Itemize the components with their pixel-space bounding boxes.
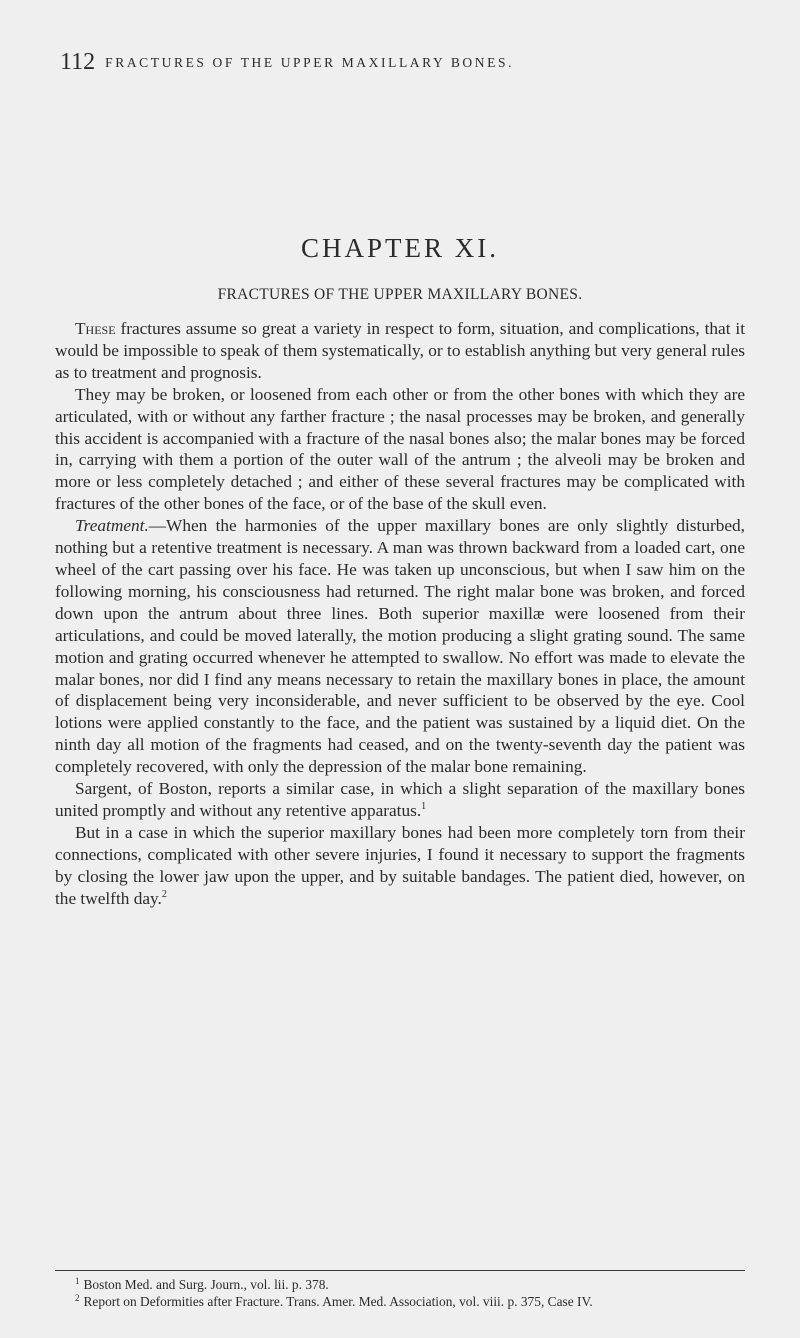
paragraph-3 xyxy=(55,515,745,778)
footnotes xyxy=(55,1276,745,1310)
footnote-reference[interactable]: 2 xyxy=(161,888,167,900)
footnote-1 xyxy=(55,1276,745,1293)
footnote-text: Boston Med. and Surg. Journ., vol. lii. p. 378. xyxy=(83,1277,329,1292)
paragraph-2 xyxy=(55,384,745,515)
footnote-mark: 1 xyxy=(75,1276,80,1286)
footnote-text: Report on Deformities after Fracture. Trans. Amer. Med. Association, vol. viii. p. 375, Case IV. xyxy=(83,1294,593,1309)
paragraph-text: They may be broken, or loosened from each other or from the other bones with which they are articulated, with or without any farther fracture ; the nasal processes may be broken, and generally this accident is accompanied with a fracture of the nasal bones also; the malar bones may be forced in, carrying with them a portion of the outer wall of the antrum ; the alveoli may be broken and more or less completely detached ; and either of these several fractures may be complicated with fractures of the other bones of the face, or of the base of the skull even. xyxy=(55,384,745,514)
body-text xyxy=(55,318,745,909)
running-title: FRACTURES OF THE UPPER MAXILLARY BONES. xyxy=(105,55,515,70)
footnote-mark: 2 xyxy=(75,1293,80,1303)
running-header xyxy=(60,50,750,75)
footnote-reference[interactable]: 1 xyxy=(421,800,427,812)
chapter-heading: CHAPTER XI. xyxy=(300,233,499,263)
footnote-2 xyxy=(55,1293,745,1310)
section-lead-treatment: Treatment. xyxy=(75,516,149,536)
paragraph-text: But in a case in which the superior maxillary bones had been more completely torn from their connections, complicated with other severe injuries, I found it necessary to support the fragments by closing the lower jaw upon the upper, and by suitable bandages. The patient died, however, on the twelfth day. xyxy=(55,822,745,908)
paragraph-4 xyxy=(55,778,745,822)
paragraph-lead: These xyxy=(75,319,116,338)
paragraph-text: —When the harmonies of the upper maxillary bones are only slightly disturbed, nothing but a retentive treatment is necessary. A man was thrown backward from a loaded cart, one wheel of the cart passing over his face. He was taken up unconscious, but when I saw him on the following morning, his consciousness had returned. The right malar bone was broken, and forced down upon the antrum about three lines. Both superior maxillæ were loosened from their articulations, and could be moved laterally, the motion producing a slight grating sound. The same motion and grating occurred whenever he attempted to swallow. No effort was made to elevate the malar bones, nor did I find any means necessary to retain the maxillary bones in place, the amount of displacement being very inconsiderable, and never sufficient to be observed by the eye. Cool lotions were applied constantly to the face, and the patient was sustained by a liquid diet. On the ninth day all motion of the fragments had ceased, and on the twenty-seventh day the patient was completely recovered, with only the depression of the malar bone remaining. xyxy=(55,516,745,777)
chapter-title: FRACTURES OF THE UPPER MAXILLARY BONES. xyxy=(217,286,583,303)
page-number: 112 xyxy=(60,49,96,75)
footnote-divider xyxy=(55,1270,745,1271)
paragraph-text: fractures assume so great a variety in respect to form, situation, and complications, that it would be impossible to speak of them systematically, or to establish anything but very general rules as to treatment and prognosis. xyxy=(55,319,745,382)
paragraph-5 xyxy=(55,822,745,910)
paragraph-1 xyxy=(55,318,745,384)
paragraph-text: Sargent, of Boston, reports a similar case, in which a slight separation of the maxillary bones united promptly and without any retentive apparatus. xyxy=(55,779,745,820)
